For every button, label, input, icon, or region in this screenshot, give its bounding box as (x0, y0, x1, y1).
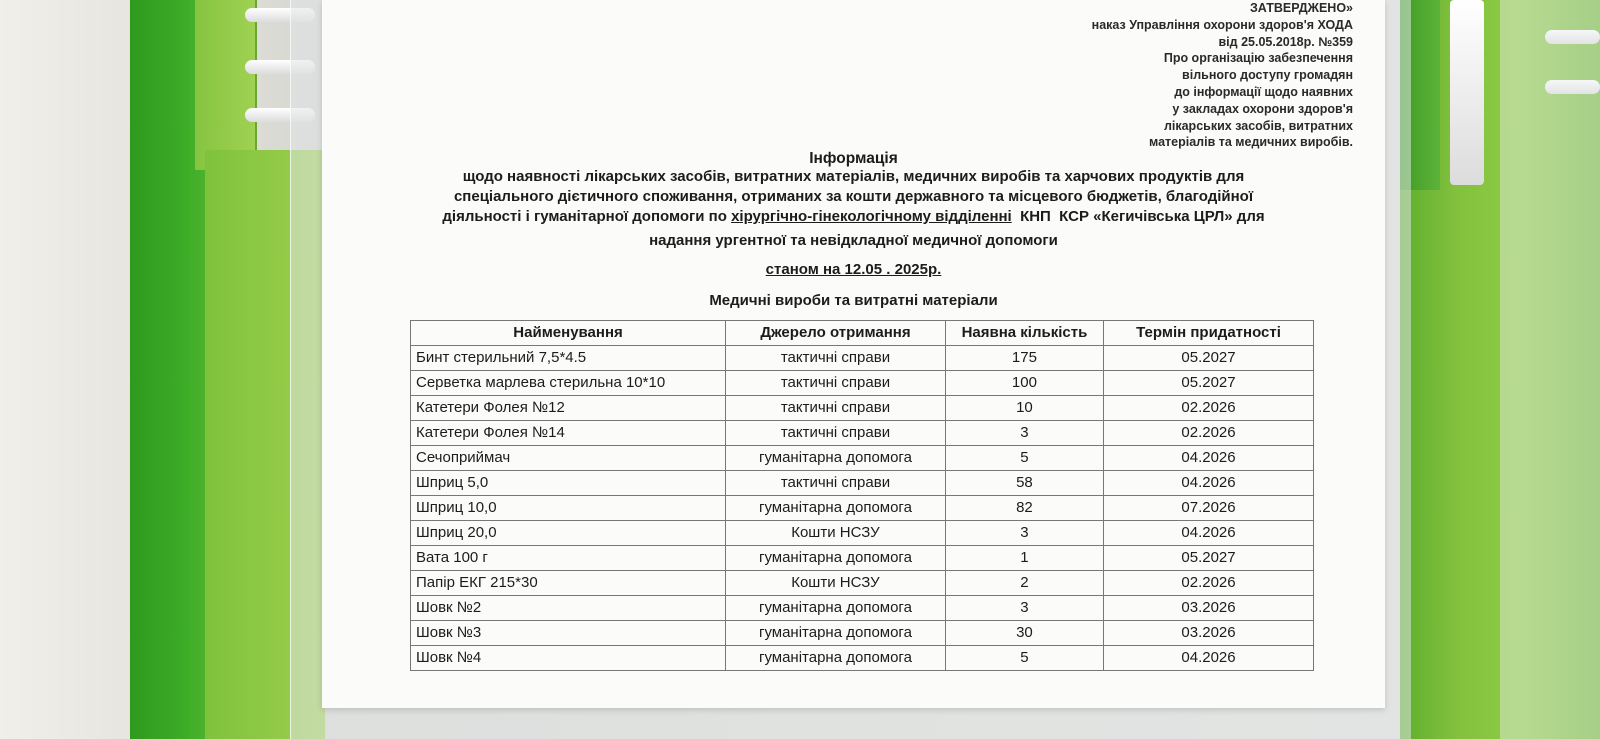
cell-name: Катетери Фолея №14 (411, 421, 726, 446)
subtitle-line: надання ургентної та невідкладної медичної допомоги (649, 232, 1058, 249)
cell-expiry: 07.2026 (1104, 496, 1314, 521)
cell-source: тактичні справи (726, 471, 946, 496)
cell-name: Шовк №3 (411, 621, 726, 646)
cell-name: Шовк №2 (411, 596, 726, 621)
table-caption: Медичні вироби та витратні матеріали (709, 292, 998, 309)
approval-line: ЗАТВЕРДЖЕНО» (1249, 1, 1353, 15)
cell-expiry: 02.2026 (1104, 571, 1314, 596)
status-date (322, 261, 1385, 278)
cell-expiry: 04.2026 (1104, 446, 1314, 471)
cell-quantity: 5 (945, 446, 1103, 471)
approval-line: наказ Управління охорони здоров'я ХОДА (1091, 17, 1353, 32)
approval-line: лікарських засобів, витратних (1163, 118, 1353, 133)
column-header-quantity: Наявна кількість (945, 321, 1103, 346)
cell-expiry: 04.2026 (1104, 521, 1314, 546)
cell-quantity: 58 (945, 471, 1103, 496)
cell-source: Кошти НСЗУ (726, 521, 946, 546)
cell-expiry: 02.2026 (1104, 396, 1314, 421)
table-body (411, 346, 1314, 671)
cell-expiry: 05.2027 (1104, 546, 1314, 571)
approval-line: Про організацію забезпечення (1163, 51, 1353, 66)
cell-name: Катетери Фолея №12 (411, 396, 726, 421)
subtitle-line: спеціального дієтичного споживання, отриманих за кошти державного та місцевого бюджетів, благодійної (453, 188, 1254, 205)
cell-expiry: 02.2026 (1104, 421, 1314, 446)
cell-quantity: 3 (945, 421, 1103, 446)
holder-rail-vertical (1450, 0, 1484, 185)
cell-source: гуманітарна допомога (726, 446, 946, 471)
cell-quantity: 175 (945, 346, 1103, 371)
approval-block (1092, 0, 1353, 151)
cell-quantity: 2 (945, 571, 1103, 596)
supplies-table (410, 320, 1314, 671)
document-sheet (322, 0, 1385, 708)
table-row (411, 471, 1314, 496)
department-name: хірургічно-гінекологічному відділенні (731, 208, 1012, 225)
cell-source: гуманітарна допомога (726, 621, 946, 646)
plastic-sleeve-right (1500, 0, 1600, 739)
cell-name: Сечоприймач (411, 446, 726, 471)
cell-name: Бинт стерильний 7,5*4.5 (411, 346, 726, 371)
cell-quantity: 30 (945, 621, 1103, 646)
approval-line: до інформації щодо наявних (1174, 84, 1353, 99)
approval-line: матеріалів та медичних виробів. (1148, 135, 1353, 150)
cell-quantity: 100 (945, 371, 1103, 396)
column-header-source: Джерело отримання (726, 321, 946, 346)
approval-line: вільного доступу громадян (1182, 68, 1353, 83)
cell-quantity: 10 (945, 396, 1103, 421)
subtitle-text: КНП КСР «Кегичівська ЦРЛ» для (1011, 208, 1265, 225)
cell-name: Вата 100 г (411, 546, 726, 571)
table-row (411, 496, 1314, 521)
table-row (411, 346, 1314, 371)
green-board-left-edge (195, 0, 257, 170)
subtitle-line: щодо наявності лікарських засобів, витратних матеріалів, медичних виробів та харчових продуктів для (462, 168, 1245, 185)
cell-expiry: 03.2026 (1104, 596, 1314, 621)
cell-name: Шовк №4 (411, 646, 726, 671)
cell-source: Кошти НСЗУ (726, 571, 946, 596)
cell-source: гуманітарна допомога (726, 496, 946, 521)
table-row (411, 371, 1314, 396)
column-header-name: Найменування (411, 321, 726, 346)
cell-source: тактичні справи (726, 371, 946, 396)
document-title: Інформація (809, 150, 898, 167)
cell-expiry: 03.2026 (1104, 621, 1314, 646)
cell-expiry: 04.2026 (1104, 471, 1314, 496)
table-row (411, 521, 1314, 546)
cell-source: тактичні справи (726, 421, 946, 446)
approval-line: від 25.05.2018р. №359 (1218, 34, 1353, 49)
cell-source: гуманітарна допомога (726, 546, 946, 571)
subtitle-line (322, 206, 1385, 227)
table-row (411, 571, 1314, 596)
status-date-text: станом на 12.05 . 2025р. (765, 261, 942, 278)
approval-line: у закладах охорони здоров'я (1172, 101, 1353, 116)
table-row (411, 421, 1314, 446)
cell-name: Шприц 20,0 (411, 521, 726, 546)
cell-quantity: 82 (945, 496, 1103, 521)
table-header-row (411, 321, 1314, 346)
cell-name: Шприц 10,0 (411, 496, 726, 521)
cell-name: Шприц 5,0 (411, 471, 726, 496)
column-header-expiry: Термін придатності (1104, 321, 1314, 346)
cell-quantity: 5 (945, 646, 1103, 671)
cell-source: тактичні справи (726, 396, 946, 421)
cell-quantity: 3 (945, 596, 1103, 621)
cell-expiry: 05.2027 (1104, 371, 1314, 396)
cell-name: Папір ЕКГ 215*30 (411, 571, 726, 596)
cell-source: тактичні справи (726, 346, 946, 371)
table-row (411, 646, 1314, 671)
table-row (411, 396, 1314, 421)
cell-source: гуманітарна допомога (726, 596, 946, 621)
table-row (411, 596, 1314, 621)
table-row (411, 446, 1314, 471)
cell-quantity: 1 (945, 546, 1103, 571)
cell-expiry: 05.2027 (1104, 346, 1314, 371)
subtitle-text: діяльності і гуманітарної допомоги по (442, 208, 732, 225)
table-row (411, 621, 1314, 646)
cell-expiry: 04.2026 (1104, 646, 1314, 671)
table-row (411, 546, 1314, 571)
cell-source: гуманітарна допомога (726, 646, 946, 671)
cell-name: Серветка марлева стерильна 10*10 (411, 371, 726, 396)
cell-quantity: 3 (945, 521, 1103, 546)
